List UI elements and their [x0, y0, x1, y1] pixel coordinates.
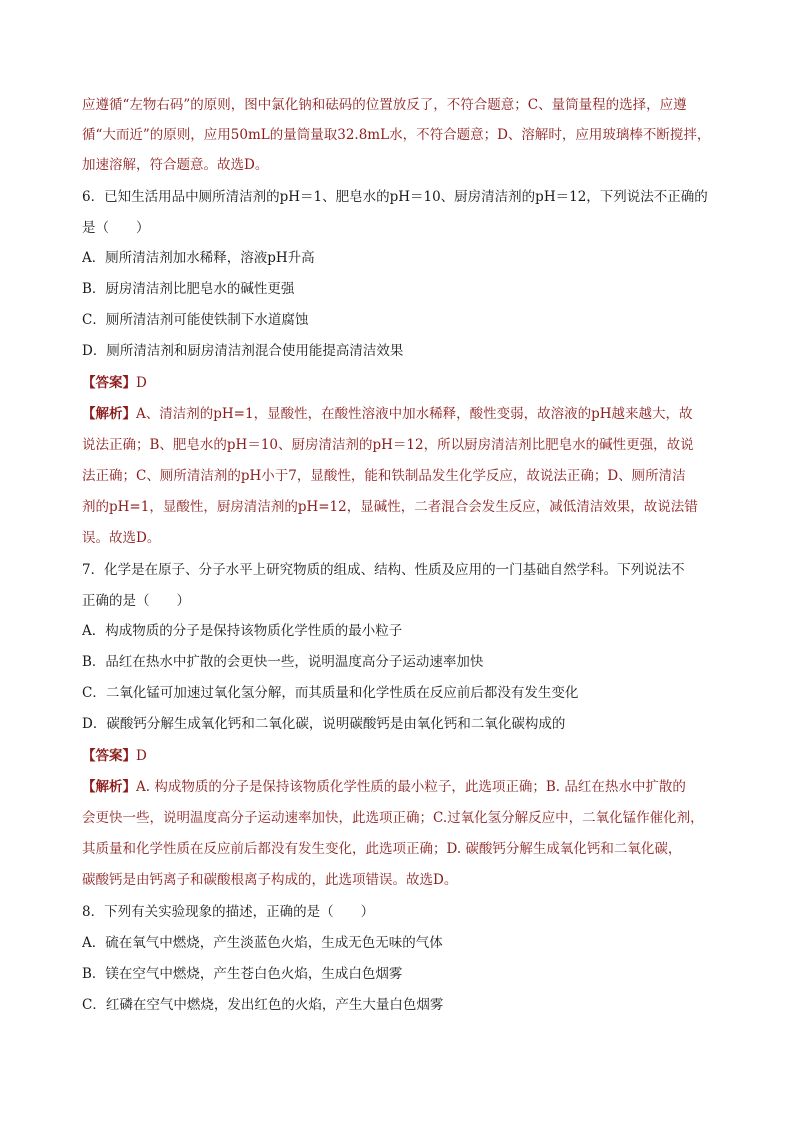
text-line	[82, 125, 722, 145]
text-line	[82, 591, 722, 611]
answer-tag: 【答案】	[82, 748, 136, 764]
text-line	[82, 621, 722, 641]
line-text: 8．下列有关实验现象的描述，正确的是（ ）	[82, 904, 375, 920]
answer-line	[82, 746, 722, 766]
line-text: 正确的是（ ）	[82, 593, 190, 609]
text-line	[82, 341, 722, 361]
line-text: C．红磷在空气中燃烧，发出红色的火焰，产生大量白色烟雾	[82, 997, 444, 1013]
line-text: A．硫在氧气中燃烧，产生淡蓝色火焰，生成无色无味的气体	[82, 935, 443, 951]
line-text: A．厕所清洁剂加水稀释，溶液pH升高	[82, 250, 315, 266]
line-text: 6．已知生活用品中厕所清洁剂的pH＝1、肥皂水的pH＝10、厨房清洁剂的pH＝12，下列说法不正确的	[82, 189, 708, 205]
text-line	[82, 933, 722, 953]
line-text: 加速溶解，符合题意。故选D。	[82, 157, 269, 173]
text-line	[82, 497, 722, 517]
line-text: 7．化学是在原子、分子水平上研究物质的组成、结构、性质及应用的一门基础自然学科。下列说法不	[82, 562, 685, 578]
line-text: 法正确；C、厕所清洁剂的pH小于7，显酸性，能和铁制品发生化学反应，故说法正确；D、厕所清洁	[82, 468, 686, 484]
text-line	[82, 870, 722, 890]
line-text: 误。故选D。	[82, 530, 161, 546]
line-text: B．镁在空气中燃烧，产生苍白色火焰，生成白色烟雾	[82, 966, 403, 982]
line-text: C．厕所清洁剂可能使铁制下水道腐蚀	[82, 312, 309, 328]
answer-line	[82, 777, 722, 797]
text-line	[82, 808, 722, 828]
text-line	[82, 466, 722, 486]
line-text: D．厕所清洁剂和厨房清洁剂混合使用能提高清洁效果	[82, 343, 404, 359]
answer-line	[82, 404, 722, 424]
line-text: D	[136, 375, 147, 391]
line-text: 其质量和化学性质在反应前后都没有发生变化，此选项正确；D. 碳酸钙分解生成氧化钙和二氧化碳，	[82, 841, 682, 857]
text-line	[82, 248, 722, 268]
line-text: 剂的pH=1，显酸性，厨房清洁剂的pH=12，显碱性，二者混合会发生反应，减低清洁效果，故说法错	[82, 499, 698, 515]
line-text: 是（ ）	[82, 220, 150, 236]
text-line	[82, 964, 722, 984]
answer-tag: 【答案】	[82, 375, 136, 391]
text-line	[82, 310, 722, 330]
text-line	[82, 683, 722, 703]
line-text: 应遵循“左物右码”的原则，图中氯化钠和砝码的位置放反了，不符合题意；C、量筒量程的选择，应遵	[82, 97, 687, 113]
text-line	[82, 902, 722, 922]
text-line	[82, 95, 722, 115]
line-text: 说法正确；B、肥皂水的pH＝10、厨房清洁剂的pH＝12，所以厨房清洁剂比肥皂水的碱性更强，故说	[82, 437, 694, 453]
text-line	[82, 714, 722, 734]
text-line	[82, 528, 722, 548]
text-line	[82, 995, 722, 1015]
line-text: 会更快一些，说明温度高分子运动速率加快，此选项正确；C.过氧化氢分解反应中，二氧化锰作催化剂，	[82, 810, 704, 826]
line-text: D．碳酸钙分解生成氧化钙和二氧化碳，说明碳酸钙是由氧化钙和二氧化碳构成的	[82, 716, 566, 732]
text-line	[82, 218, 722, 238]
line-text: C．二氧化锰可加速过氧化氢分解，而其质量和化学性质在反应前后都没有发生变化	[82, 685, 579, 701]
line-text: A、清洁剂的pH=1，显酸性，在酸性溶液中加水稀释，酸性变弱，故溶液的pH越来越大，故	[136, 406, 693, 422]
line-text: D	[136, 748, 147, 764]
line-text: A．构成物质的分子是保持该物质化学性质的最小粒子	[82, 623, 403, 639]
line-text: 碳酸钙是由钙离子和碳酸根离子构成的，此选项错误。故选D。	[82, 872, 458, 888]
text-line	[82, 155, 722, 175]
text-line	[82, 560, 722, 580]
answer-tag: 【解析】	[82, 779, 136, 795]
text-line	[82, 187, 722, 207]
text-line	[82, 652, 722, 672]
text-line	[82, 279, 722, 299]
text-line	[82, 435, 722, 455]
line-text: A. 构成物质的分子是保持该物质化学性质的最小粒子，此选项正确；B. 品红在热水中扩散的	[136, 779, 686, 795]
line-text: 循“大而近”的原则，应用50mL的量筒量取32.8mL水，不符合题意；D、溶解时，应用玻璃棒不断搅拌，	[82, 127, 711, 143]
line-text: B．品红在热水中扩散的会更快一些，说明温度高分子运动速率加快	[82, 654, 484, 670]
line-text: B．厨房清洁剂比肥皂水的碱性更强	[82, 281, 295, 297]
answer-line	[82, 373, 722, 393]
answer-tag: 【解析】	[82, 406, 136, 422]
text-line	[82, 839, 722, 859]
